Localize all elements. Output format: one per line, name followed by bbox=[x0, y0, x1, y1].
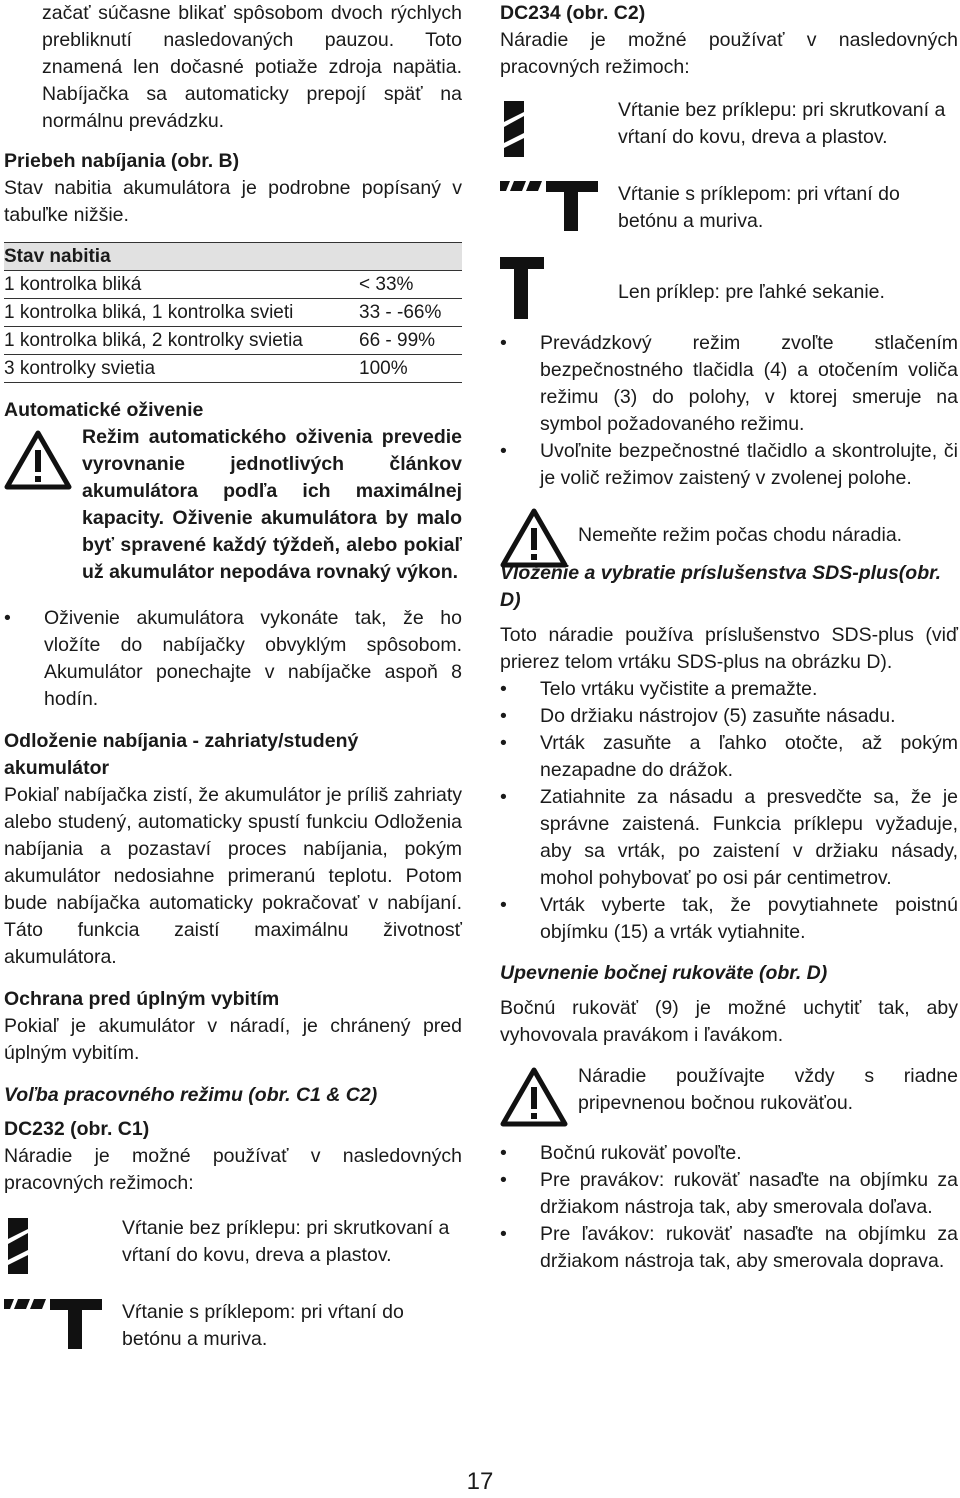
dc232-text: Náradie je možné používať v nasledovných pracovných režimoch: bbox=[4, 1145, 462, 1194]
charging-heading: Priebeh nabíjania (obr. B) bbox=[4, 150, 240, 172]
delay-text: Pokiaľ nabíjačka zistí, že akumulátor je príliš zahriaty alebo studený, automaticky spustí funkciu Odloženia nabíjania a pozastaví proces nabíjania, pokým akumulátor nedosiahne primeranú teplotu. Potom bude nabíjačka automaticky pokračovať v nabíjaní. Táto funkcia zaistí maximálnu životnosť akumulátora. bbox=[4, 784, 462, 968]
warning-icon bbox=[500, 1067, 568, 1135]
hammer-drill-icon bbox=[500, 179, 600, 241]
list-item: • Do držiaku nástrojov (5) zasuňte násadu. bbox=[500, 703, 958, 730]
list-item: • Pre ľavákov: rukoväť nasaďte na objímku za držiakom nástroja tak, aby smerovala doprava. bbox=[500, 1221, 958, 1275]
list-item: • Oživenie akumulátora vykonáte tak, že ho vložíte do nabíjačky obvyklým spôsobom. Akumulátor ponechajte v nabíjačke aspoň 8 hodín. bbox=[4, 605, 462, 713]
handle-heading: Upevnenie bočnej rukoväte (obr. D) bbox=[500, 962, 828, 984]
table-row: 1 kontrolka bliká, 1 kontrolka svieti 33 - -66% bbox=[4, 299, 462, 327]
sds-list bbox=[500, 676, 958, 946]
revive-warning-text: Režim automatického oživenia prevedie vyrovnanie jednotlivých článkov akumulátora podľa ich maximálnej kapacity. Oživenie akumulátora by malo byť spravené každý týždeň, alebo pokiaľ už akumulátor nepodáva rovnaký výkon. bbox=[82, 426, 462, 583]
dc234-heading: DC234 (obr. C2) bbox=[500, 2, 646, 24]
handle-list bbox=[500, 1140, 958, 1275]
handle-text: Bočnú rukoväť (9) je možné uchytiť tak, aby vyhovovala pravákom i ľavákom. bbox=[500, 997, 958, 1046]
sds-text: Toto náradie používa príslušenstvo SDS-plus (viď prierez telom vrtáku SDS-plus na obrázku D). bbox=[500, 624, 958, 673]
left-column bbox=[4, 0, 462, 1353]
mode-chisel bbox=[500, 279, 958, 306]
mode-hammer-drill-text: Vŕtanie s príklepom: pri vŕtaní do betónu a muriva. bbox=[122, 1301, 404, 1350]
right-column bbox=[500, 0, 958, 1275]
handle-warning bbox=[500, 1063, 958, 1117]
list-item: • Prevádzkový režim zvoľte stlačením bezpečnostného tlačidla (4) a otočením voliča režimu (3) do polohy, v ktorej smeruje na symbol požadovaného režimu. bbox=[500, 330, 958, 438]
mode-drill bbox=[500, 97, 958, 151]
mode-warning bbox=[500, 508, 958, 549]
drill-bit-icon bbox=[4, 1218, 30, 1282]
table-row: 1 kontrolka bliká < 33% bbox=[4, 271, 462, 299]
mode-drill-text: Vŕtanie bez príklepu: pri skrutkovaní a vŕtaní do kovu, dreva a plastov. bbox=[122, 1217, 450, 1266]
protect-heading: Ochrana pred úplným vybitím bbox=[4, 988, 280, 1010]
warning-icon bbox=[4, 430, 72, 498]
mode-warning-text: Nemeňte režim počas chodu náradia. bbox=[578, 524, 903, 546]
charge-state-table bbox=[4, 242, 462, 383]
hammer-drill-icon bbox=[4, 1297, 104, 1359]
protect-text: Pokiaľ je akumulátor v náradí, je chránený pred úplným vybitím. bbox=[4, 1015, 462, 1064]
table-row: 3 kontrolky svietia 100% bbox=[4, 355, 462, 383]
chisel-icon bbox=[500, 257, 544, 327]
mode-heading: Voľba pracovného režimu (obr. C1 & C2) bbox=[4, 1084, 378, 1106]
table-header: Stav nabitia bbox=[4, 243, 462, 271]
sds-heading: Vloženie a vybratie príslušenstva SDS-plus(obr. D) bbox=[500, 562, 942, 611]
dc234-text: Náradie je možné používať v nasledovných pracovných režimoch: bbox=[500, 29, 958, 78]
list-item: • Zatiahnite za násadu a presvedčte sa, že je správne zaistená. Funkcia príklepu vyžaduje, aby sa vrták, po zaistení v držiaku násady, mohol pohybovať po osi pár centimetrov. bbox=[500, 784, 958, 892]
list-item: • Uvoľnite bezpečnostné tlačidlo a skontrolujte, či je volič režimov zaistený v zvolenej polohe. bbox=[500, 438, 958, 492]
intro-continuation: začať súčasne blikať spôsobom dvoch rýchlych prebliknutí nasledovaných pauzou. Toto znamená len dočasné potiaže zdroja napätia. Nabíjačka sa automaticky prepojí späť na normálnu prevádzku. bbox=[42, 2, 462, 132]
revive-heading: Automatické oživenie bbox=[4, 399, 204, 421]
list-item: • Pre pravákov: rukoväť nasaďte na objímku za držiakom nástroja tak, aby smerovala doľava. bbox=[500, 1167, 958, 1221]
list-item: • Vrták zasuňte a ľahko otočte, až pokým nezapadne do drážok. bbox=[500, 730, 958, 784]
page-number: 17 bbox=[466, 1468, 494, 1495]
charging-text: Stav nabitia akumulátora je podrobne popísaný v tabuľke nižšie. bbox=[4, 177, 462, 226]
handle-warning-text: Náradie používajte vždy s riadne pripevnenou bočnou rukoväťou. bbox=[578, 1065, 958, 1114]
list-item: • Vrták vyberte tak, že povytiahnete poistnú objímku (15) a vrták vytiahnite. bbox=[500, 892, 958, 946]
mode-hammer-drill bbox=[4, 1299, 462, 1353]
mode-chisel-text: Len príklep: pre ľahké sekanie. bbox=[618, 281, 885, 303]
mode-hammer-drill bbox=[500, 181, 958, 235]
delay-heading: Odloženie nabíjania - zahriaty/studený akumulátor bbox=[4, 730, 359, 779]
mode-drill-text: Vŕtanie bez príklepu: pri skrutkovaní a vŕtaní do kovu, dreva a plastov. bbox=[618, 99, 946, 148]
warning-icon bbox=[500, 508, 568, 576]
mode-hammer-drill-text: Vŕtanie s príklepom: pri vŕtaní do betónu a muriva. bbox=[618, 183, 900, 232]
table-row: 1 kontrolka bliká, 2 kontrolky svietia 66 - 99% bbox=[4, 327, 462, 355]
list-item: • Bočnú rukoväť povoľte. bbox=[500, 1140, 958, 1167]
list-item: • Telo vrtáku vyčistite a premažte. bbox=[500, 676, 958, 703]
revive-list bbox=[4, 605, 462, 713]
drill-bit-icon bbox=[500, 101, 526, 165]
dc232-heading: DC232 (obr. C1) bbox=[4, 1118, 150, 1140]
revive-warning bbox=[4, 424, 462, 586]
mode-list bbox=[500, 330, 958, 492]
mode-drill bbox=[4, 1215, 462, 1269]
